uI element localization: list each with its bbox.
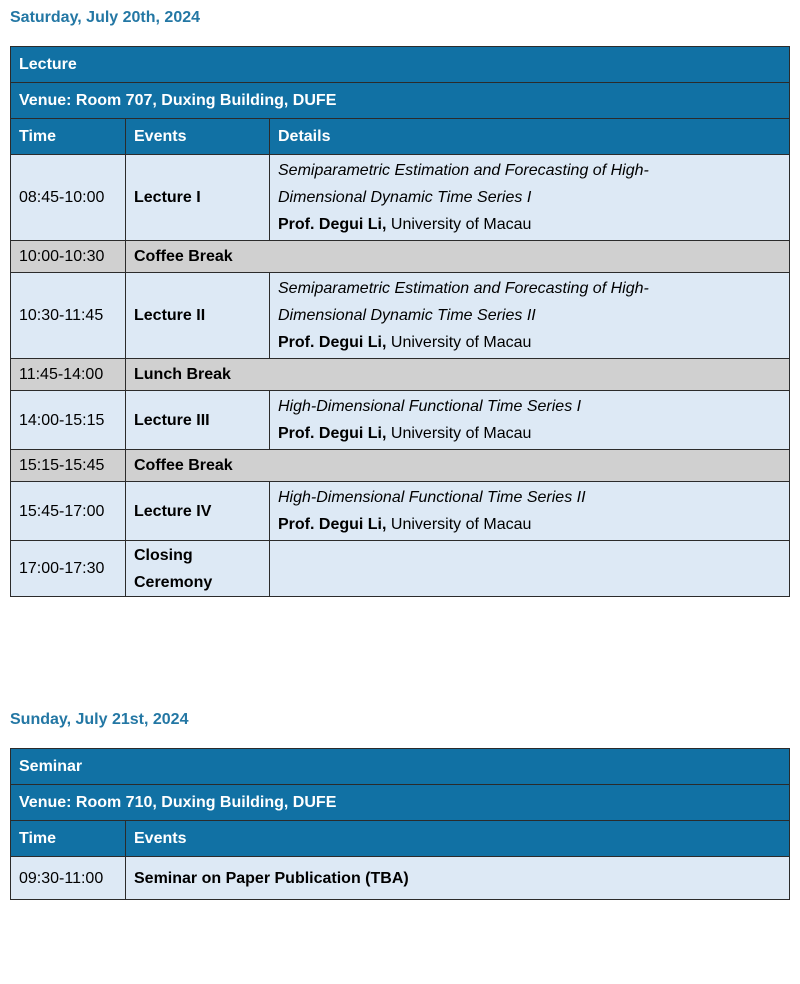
speaker-name: Prof. Degui Li,: [278, 334, 387, 351]
row-event: Lecture IV: [126, 482, 270, 541]
table-row: [11, 359, 790, 391]
row-event: Lecture I: [126, 155, 270, 241]
day2-col-events: Events: [126, 821, 790, 857]
table-row: [11, 482, 790, 541]
speaker-name: Prof. Degui Li,: [278, 425, 387, 442]
event-line2: Ceremony: [134, 573, 213, 591]
speaker-affiliation: University of Macau: [390, 425, 532, 442]
day1-schedule-table: [10, 46, 790, 597]
speaker-affiliation: University of Macau: [390, 516, 532, 533]
row-event: Lunch Break: [126, 359, 790, 391]
speaker-name: Prof. Degui Li,: [278, 216, 387, 233]
row-details: [270, 273, 790, 359]
row-time: 08:45-10:00: [11, 155, 126, 241]
row-event: [126, 541, 270, 597]
talk-title-line2: Dimensional Dynamic Time Series II: [278, 307, 536, 324]
row-time: 09:30-11:00: [11, 857, 126, 900]
day1-section-title: Lecture: [11, 47, 790, 83]
day1-col-events: Events: [126, 119, 270, 155]
row-time: 10:30-11:45: [11, 273, 126, 359]
row-details: [270, 155, 790, 241]
row-details: [270, 541, 790, 597]
day2-section-title: Seminar: [11, 749, 790, 785]
talk-title-line1: High-Dimensional Functional Time Series II: [278, 489, 586, 506]
row-event: Coffee Break: [126, 241, 790, 273]
day2-date-heading: Sunday, July 21st, 2024: [10, 711, 189, 728]
day1-date-heading: Saturday, July 20th, 2024: [10, 9, 201, 26]
row-time: 15:15-15:45: [11, 450, 126, 482]
table-row: [11, 273, 790, 359]
speaker-name: Prof. Degui Li,: [278, 516, 387, 533]
day2-venue: Venue: Room 710, Duxing Building, DUFE: [11, 785, 790, 821]
table-row: [11, 450, 790, 482]
table-row: [11, 857, 790, 900]
row-time: 15:45-17:00: [11, 482, 126, 541]
row-time: 14:00-15:15: [11, 391, 126, 450]
talk-title-line1: High-Dimensional Functional Time Series I: [278, 398, 582, 415]
row-time: 11:45-14:00: [11, 359, 126, 391]
talk-title-line2: Dimensional Dynamic Time Series I: [278, 189, 532, 206]
speaker-affiliation: University of Macau: [390, 334, 532, 351]
talk-title-line1: Semiparametric Estimation and Forecasting of High-: [278, 280, 649, 297]
talk-title-line1: Semiparametric Estimation and Forecasting of High-: [278, 162, 649, 179]
row-details: [270, 391, 790, 450]
day2-col-time: Time: [11, 821, 126, 857]
speaker-line: [278, 511, 789, 538]
row-time: 17:00-17:30: [11, 541, 126, 597]
day1-col-details: Details: [270, 119, 790, 155]
row-time: 10:00-10:30: [11, 241, 126, 273]
table-row: [11, 391, 790, 450]
speaker-affiliation: University of Macau: [390, 216, 532, 233]
row-event: Seminar on Paper Publication (TBA): [126, 857, 790, 900]
row-details: [270, 482, 790, 541]
table-row: [11, 241, 790, 273]
day1-venue: Venue: Room 707, Duxing Building, DUFE: [11, 83, 790, 119]
speaker-line: [278, 211, 789, 238]
row-event: Lecture III: [126, 391, 270, 450]
row-event: Coffee Break: [126, 450, 790, 482]
table-row: [11, 541, 790, 597]
table-row: [11, 155, 790, 241]
speaker-line: [278, 329, 789, 356]
day2-schedule-table: [10, 748, 790, 900]
row-event: Lecture II: [126, 273, 270, 359]
day1-col-time: Time: [11, 119, 126, 155]
event-line1: Closing: [134, 546, 193, 564]
speaker-line: [278, 420, 789, 447]
